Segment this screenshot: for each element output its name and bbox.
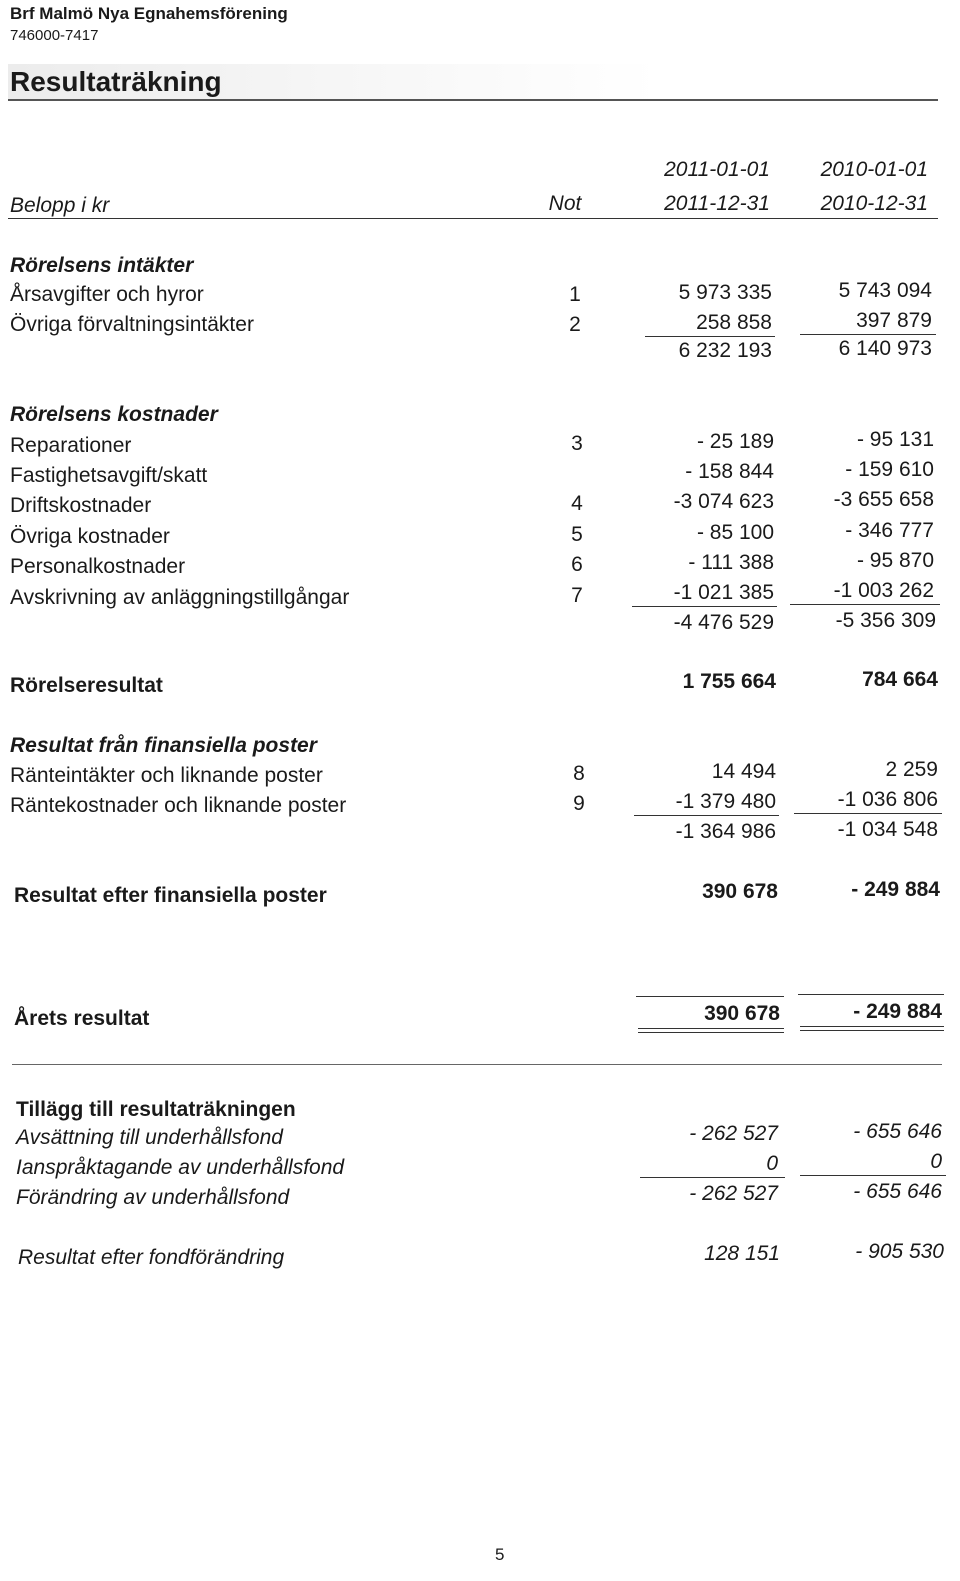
cost-row-note: 7 — [571, 584, 583, 607]
subtotal-rule — [640, 1177, 785, 1178]
period2-to: 2010-12-31 — [820, 192, 928, 215]
note-header: Not — [548, 192, 582, 215]
appendix-row-value-2011: - 262 527 — [689, 1122, 778, 1145]
income-row-note: 1 — [569, 283, 581, 306]
income-row-label: Årsavgifter och hyror — [10, 283, 204, 306]
organization-number: 746000-7417 — [10, 27, 99, 44]
financial-row-value-2010: -1 036 806 — [837, 788, 938, 811]
period1-from: 2011-01-01 — [664, 158, 770, 181]
subtotal-rule — [794, 813, 942, 814]
page-title: Resultaträkning — [10, 66, 222, 97]
income-row-value-2011: 5 973 335 — [678, 281, 772, 304]
costs-heading: Rörelsens kostnader — [10, 403, 218, 426]
income-heading: Rörelsens intäkter — [10, 254, 194, 277]
cost-row-label: Driftskostnader — [10, 494, 152, 517]
financial-total-2010: -1 034 548 — [837, 818, 938, 841]
cost-row-value-2010: - 95 131 — [856, 428, 934, 451]
final-result-2010: - 905 530 — [855, 1240, 944, 1263]
appendix-row-value-2011: - 262 527 — [689, 1182, 778, 1205]
title-underline — [8, 99, 938, 101]
subtotal-rule — [634, 815, 779, 816]
cost-row-value-2010: -3 655 658 — [833, 488, 934, 511]
appendix-row-value-2010: - 655 646 — [853, 1120, 942, 1143]
result-after-financial-2010: - 249 884 — [851, 878, 940, 901]
financial-row-label: Räntekostnader och liknande poster — [10, 794, 347, 817]
year-result-top-rule — [636, 996, 784, 997]
page-number: 5 — [495, 1545, 505, 1564]
cost-row-value-2010: -1 003 262 — [833, 579, 934, 602]
financial-row-value-2011: 14 494 — [711, 760, 776, 783]
operating-result-label: Rörelseresultat — [10, 674, 163, 697]
subtotal-rule — [632, 606, 777, 607]
result-after-financial-label: Resultat efter finansiella poster — [14, 884, 327, 907]
income-row-value-2010: 397 879 — [856, 309, 932, 332]
subtotal-rule — [800, 334, 936, 335]
financial-heading: Resultat från finansiella poster — [10, 734, 317, 757]
financial-total-2011: -1 364 986 — [675, 820, 776, 843]
header-rule — [8, 218, 938, 219]
cost-row-value-2010: - 159 610 — [845, 458, 934, 481]
period2-from: 2010-01-01 — [820, 158, 928, 181]
cost-row-value-2011: - 111 388 — [688, 551, 774, 574]
period1-to: 2011-12-31 — [664, 192, 770, 215]
cost-row-note: 6 — [571, 553, 583, 576]
appendix-heading: Tillägg till resultaträkningen — [16, 1098, 296, 1121]
appendix-row-value-2010: - 655 646 — [853, 1180, 942, 1203]
appendix-row-label: Ianspråktagande av underhållsfond — [16, 1156, 345, 1179]
income-row-label: Övriga förvaltningsintäkter — [10, 313, 254, 336]
income-total-2011: 6 232 193 — [678, 339, 772, 362]
financial-row-note: 9 — [573, 792, 585, 815]
cost-row-note: 4 — [571, 492, 583, 515]
cost-row-value-2011: - 158 844 — [685, 460, 774, 483]
cost-row-label: Avskrivning av anläggningstillgångar — [10, 586, 350, 609]
appendix-row-label: Avsättning till underhållsfond — [16, 1126, 283, 1149]
section-divider — [12, 1064, 942, 1065]
result-after-financial-2011: 390 678 — [702, 880, 778, 903]
year-result-top-rule — [798, 994, 944, 995]
year-result-double-rule — [800, 1030, 944, 1031]
cost-row-label: Personalkostnader — [10, 555, 186, 578]
cost-row-label: Reparationer — [10, 434, 132, 457]
final-result-2011: 128 151 — [704, 1242, 780, 1265]
income-total-2010: 6 140 973 — [838, 337, 932, 360]
cost-row-label: Fastighetsavgift/skatt — [10, 464, 208, 487]
cost-row-label: Övriga kostnader — [10, 525, 170, 548]
cost-row-value-2010: - 346 777 — [845, 519, 934, 542]
costs-total-2011: -4 476 529 — [673, 611, 774, 634]
appendix-row-value-2010: 0 — [930, 1150, 942, 1173]
financial-row-value-2010: 2 259 — [885, 758, 938, 781]
appendix-row-label: Förändring av underhållsfond — [16, 1186, 290, 1209]
costs-total-2010: -5 356 309 — [835, 609, 936, 632]
income-row-value-2011: 258 858 — [696, 311, 772, 334]
appendix-row-value-2011: 0 — [766, 1152, 778, 1175]
amount-header: Belopp i kr — [10, 194, 110, 217]
final-result-label: Resultat efter fondförändring — [18, 1246, 285, 1269]
income-row-note: 2 — [569, 313, 581, 336]
cost-row-value-2011: - 25 189 — [696, 430, 774, 453]
financial-row-value-2011: -1 379 480 — [675, 790, 776, 813]
year-result-double-rule — [800, 1026, 944, 1027]
organization-name: Brf Malmö Nya Egnahemsförening — [10, 4, 288, 23]
cost-row-value-2011: -3 074 623 — [673, 490, 774, 513]
subtotal-rule — [790, 604, 940, 605]
year-result-double-rule — [638, 1032, 784, 1033]
financial-row-label: Ränteintäkter och liknande poster — [10, 764, 323, 787]
subtotal-rule — [800, 1175, 946, 1176]
cost-row-value-2010: - 95 870 — [856, 549, 934, 572]
operating-result-2011: 1 755 664 — [682, 670, 776, 693]
year-result-label: Årets resultat — [14, 1007, 150, 1030]
year-result-double-rule — [638, 1028, 784, 1029]
cost-row-value-2011: -1 021 385 — [673, 581, 774, 604]
financial-row-note: 8 — [573, 762, 585, 785]
operating-result-2010: 784 664 — [862, 668, 938, 691]
cost-row-note: 5 — [571, 523, 583, 546]
income-row-value-2010: 5 743 094 — [838, 279, 932, 302]
year-result-2010: - 249 884 — [853, 1000, 942, 1023]
cost-row-value-2011: - 85 100 — [696, 521, 774, 544]
year-result-2011: 390 678 — [704, 1002, 780, 1025]
cost-row-note: 3 — [571, 432, 583, 455]
